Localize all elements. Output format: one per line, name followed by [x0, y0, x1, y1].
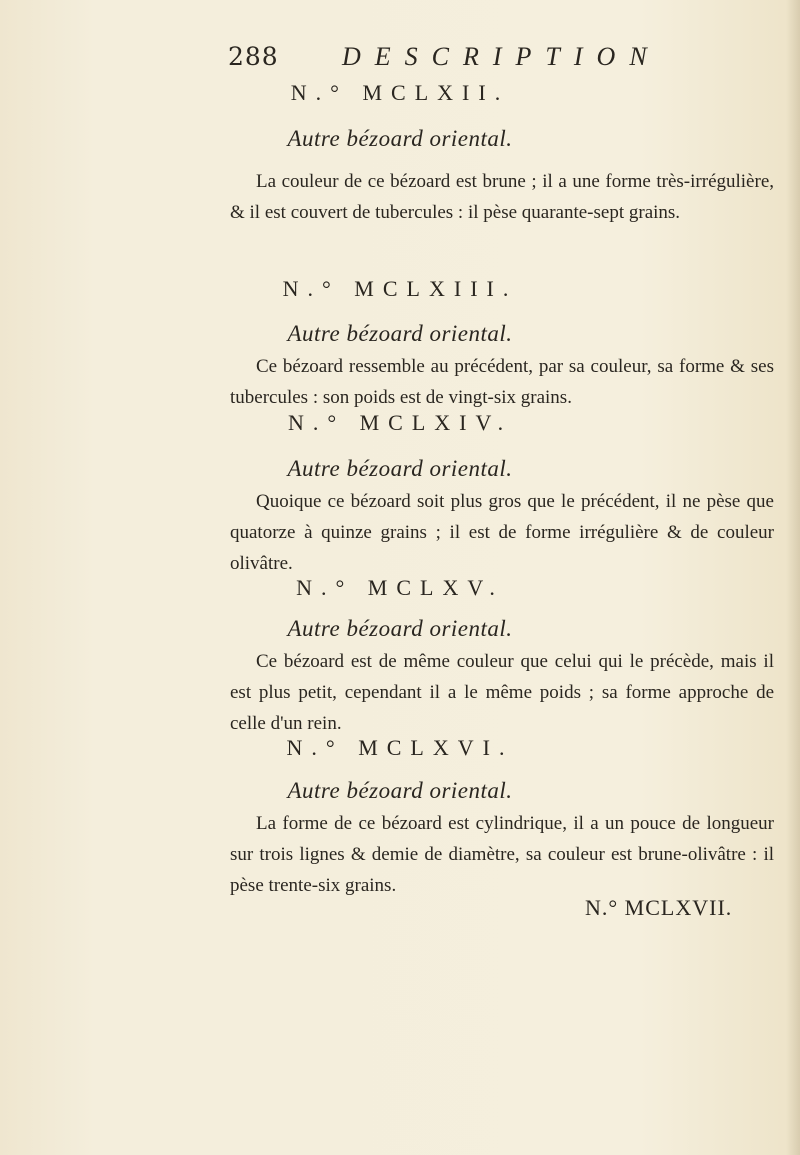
entry-number: N.° MCLXII. — [290, 80, 510, 105]
entry-title: Autre bézoard oriental. — [287, 778, 513, 803]
entry-text: La forme de ce bézoard est cylindrique, il a un pouce de longueur sur trois lignes & demie de diamètre, sa couleur est brune-olivâtre : il pèse trente-six grains. — [230, 813, 774, 896]
entry-number: N.° MCLXV. — [296, 575, 504, 600]
page-header — [0, 42, 800, 82]
entry-text: Ce bézoard ressemble au précédent, par sa couleur, sa forme & ses tubercules : son poids est de vingt-six grains. — [230, 356, 774, 408]
entry-title: Autre bézoard oriental. — [287, 616, 513, 641]
running-head: DESCRIPTION — [342, 42, 661, 71]
page-number: 288 — [228, 42, 279, 71]
entry-title: Autre bézoard oriental. — [287, 126, 513, 151]
entry-text: Ce bézoard est de même couleur que celui qui le précède, mais il est plus petit, cependant il a le même poids ; sa forme approche de celle d'un rein. — [230, 651, 774, 734]
entry-title: Autre bézoard oriental. — [287, 456, 513, 481]
entry-text: La couleur de ce bézoard est brune ; il a une forme très-irrégulière, & il est couvert de tubercules : il pèse quarante-sept grains. — [230, 171, 774, 223]
entry-text: Quoique ce bézoard soit plus gros que le précédent, il ne pèse que quatorze à quinze grains ; il est de forme irrégulière & de couleur olivâtre. — [230, 491, 774, 574]
entry-title: Autre bézoard oriental. — [287, 321, 513, 346]
entry-number: N.° MCLXIII. — [282, 276, 518, 301]
catchword: N.° MCLXVII. — [585, 895, 733, 920]
entry-number: N.° MCLXVI. — [286, 735, 514, 760]
entry-number: N.° MCLXIV. — [287, 410, 513, 435]
